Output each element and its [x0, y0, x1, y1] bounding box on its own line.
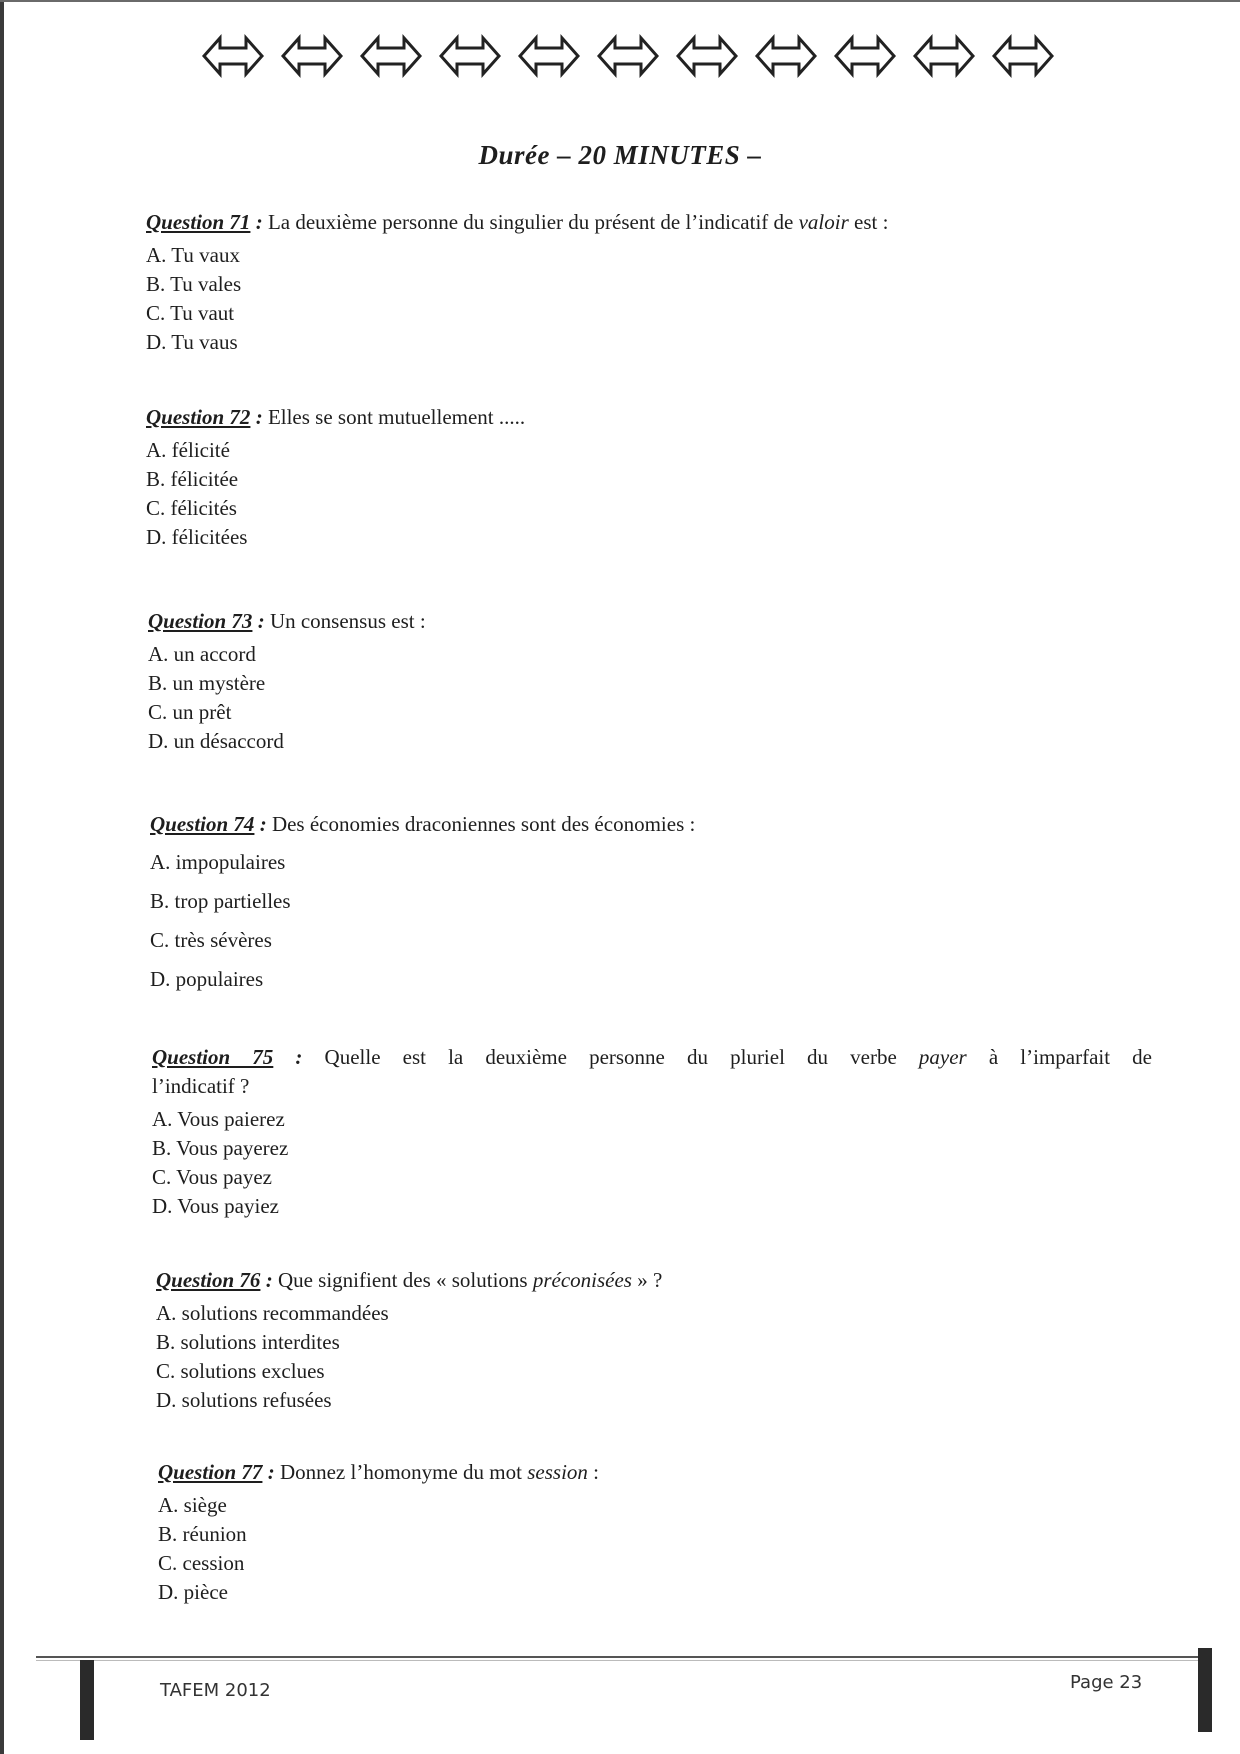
question-text [148, 607, 426, 636]
question-text-part: Donnez l’homonyme du mot [274, 1460, 528, 1484]
answer-option: B. félicitée [146, 467, 239, 491]
question-text [158, 1458, 599, 1487]
answer-option: A. siège [158, 1493, 227, 1517]
question-74 [150, 810, 695, 999]
question-separator: : [273, 1045, 303, 1069]
answer-option: D. Tu vaus [146, 330, 238, 354]
double-arrow-icon [911, 28, 977, 84]
question-separator: : [262, 1460, 275, 1484]
question-text-part: Elles se sont mutuellement ..... [262, 405, 526, 429]
question-72 [146, 403, 525, 552]
question-text-part: La deuxième personne du singulier du présent de l’indicatif de [262, 210, 799, 234]
footer-bar-right [1198, 1648, 1212, 1732]
answer-option: C. Tu vaut [146, 301, 235, 325]
answer-option: A. Vous paierez [152, 1107, 285, 1131]
answer-option: D. populaires [150, 967, 264, 991]
answer-option: D. Vous payiez [152, 1194, 279, 1218]
question-label: Question 71 [146, 210, 251, 234]
answer-option: A. un accord [148, 642, 256, 666]
question-separator: : [260, 1268, 273, 1292]
answer-options [150, 843, 695, 999]
question-separator: : [250, 210, 263, 234]
question-77 [158, 1458, 599, 1607]
answer-option: C. très sévères [150, 928, 272, 952]
answer-option: A. Tu vaux [146, 243, 240, 267]
answer-option: B. trop partielles [150, 889, 291, 913]
question-label: Question 72 [146, 405, 251, 429]
question-text [150, 810, 695, 839]
footer-exam-name: TAFEM 2012 [160, 1680, 271, 1701]
question-76 [156, 1266, 662, 1415]
question-text-italic: payer [918, 1045, 967, 1069]
question-text [146, 208, 888, 237]
answer-options [146, 436, 525, 552]
question-text-part: Un consensus est : [264, 609, 426, 633]
question-text-continuation: l’indicatif ? [152, 1074, 250, 1098]
footer-divider-shadow [36, 1660, 1206, 1661]
question-label: Question 73 [148, 609, 253, 633]
answer-option: B. solutions interdites [156, 1330, 340, 1354]
scan-edge-left [0, 0, 4, 1754]
footer-bar-left [80, 1660, 94, 1740]
question-text-italic: préconisées [532, 1268, 632, 1292]
double-arrow-icon [753, 28, 819, 84]
question-text-part: à l’imparfait de [966, 1045, 1153, 1069]
question-text-part: est : [848, 210, 889, 234]
page-number: Page 23 [1070, 1672, 1143, 1693]
answer-options [156, 1299, 662, 1415]
question-text-part: Que signifient des « solutions [272, 1268, 533, 1292]
double-arrow-icon [674, 28, 740, 84]
question-text-italic: session [527, 1460, 588, 1484]
question-text-part: » ? [631, 1268, 663, 1292]
answer-option: C. Vous payez [152, 1165, 272, 1189]
answer-options [152, 1105, 1152, 1221]
question-text-part: Des économies draconiennes sont des économies : [266, 812, 696, 836]
answer-options [146, 241, 888, 357]
double-arrow-icon [595, 28, 661, 84]
question-75 [152, 1043, 1152, 1221]
footer-divider [36, 1656, 1206, 1658]
answer-option: C. un prêt [148, 700, 232, 724]
double-arrow-icon [516, 28, 582, 84]
answer-option: B. Tu vales [146, 272, 242, 296]
answer-option: A. solutions recommandées [156, 1301, 389, 1325]
double-arrow-icon [358, 28, 424, 84]
question-separator: : [252, 609, 265, 633]
question-text [152, 1043, 1152, 1072]
answer-option: D. pièce [158, 1580, 228, 1604]
double-arrow-icon [279, 28, 345, 84]
answer-options [148, 640, 426, 756]
question-text [146, 403, 525, 432]
double-arrow-icon [990, 28, 1056, 84]
question-text-part: Quelle est la deuxième personne du pluriel du verbe [302, 1045, 919, 1069]
question-label: Question 76 [156, 1268, 261, 1292]
question-73 [148, 607, 426, 756]
question-label: Question 74 [150, 812, 255, 836]
answer-option: A. félicité [146, 438, 230, 462]
page-title [0, 140, 1240, 171]
answer-option: C. cession [158, 1551, 245, 1575]
question-text-part: : [587, 1460, 600, 1484]
question-text-italic: valoir [798, 210, 849, 234]
question-text [156, 1266, 662, 1295]
decorative-arrow-row [200, 28, 1070, 88]
scan-edge-top [0, 0, 1240, 2]
question-label: Question 75 [152, 1045, 274, 1069]
answer-option: B. un mystère [148, 671, 266, 695]
double-arrow-icon [200, 28, 266, 84]
answer-option: D. solutions refusées [156, 1388, 332, 1412]
answer-option: D. un désaccord [148, 729, 284, 753]
answer-option: C. solutions exclues [156, 1359, 325, 1383]
answer-options [158, 1491, 599, 1607]
question-separator: : [250, 405, 263, 429]
question-separator: : [254, 812, 267, 836]
answer-option: A. impopulaires [150, 850, 286, 874]
title-duration: Durée – 20 [478, 140, 607, 170]
double-arrow-icon [437, 28, 503, 84]
answer-option: B. Vous payerez [152, 1136, 289, 1160]
answer-option: D. félicitées [146, 525, 248, 549]
question-71 [146, 208, 888, 357]
answer-option: C. félicités [146, 496, 237, 520]
answer-option: B. réunion [158, 1522, 247, 1546]
title-minutes: MINUTES – [613, 140, 762, 170]
question-label: Question 77 [158, 1460, 263, 1484]
double-arrow-icon [832, 28, 898, 84]
